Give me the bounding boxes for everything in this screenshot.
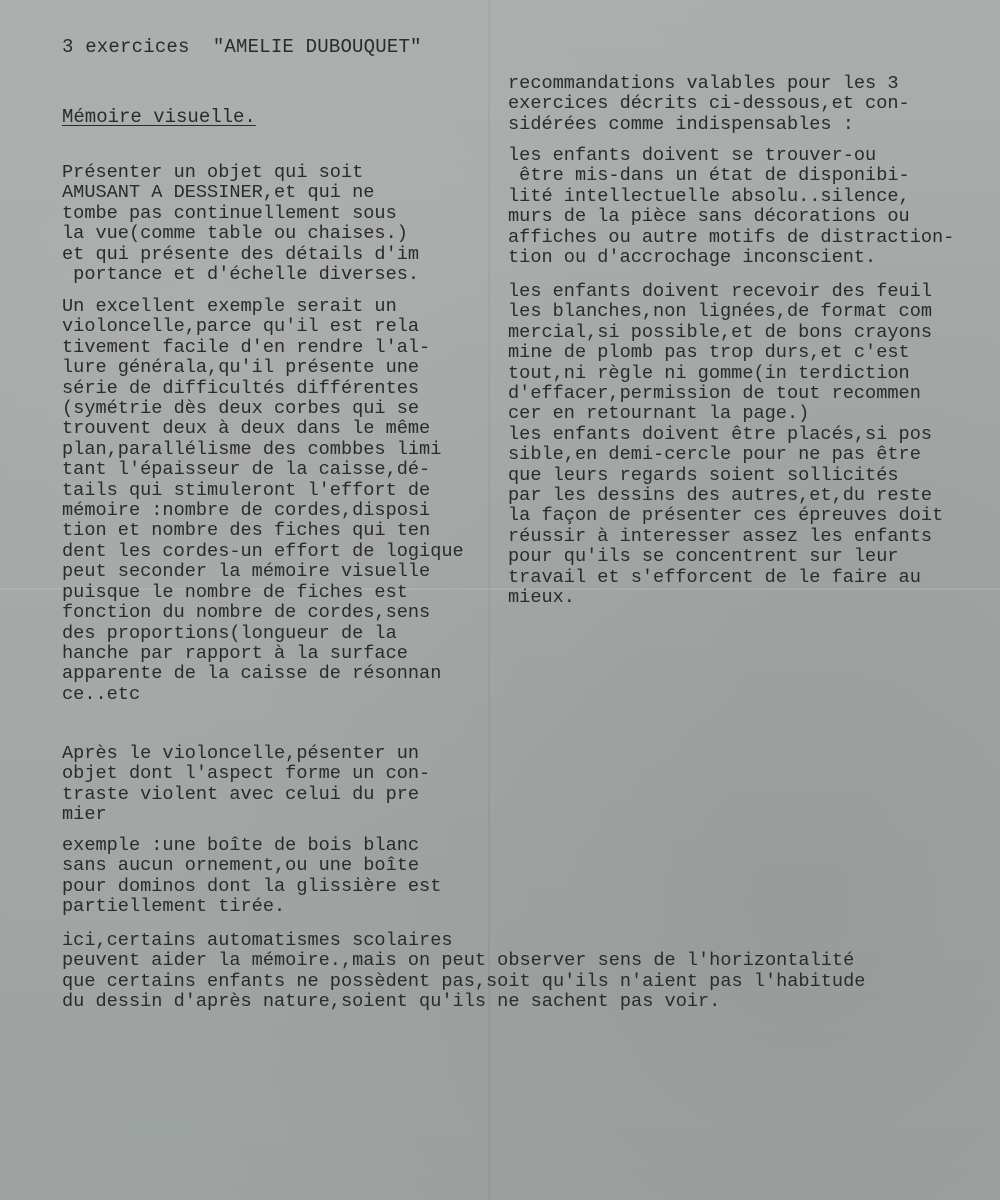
left-paragraph-contrast: Après le violoncelle,pésenter un objet dont l'aspect forme un con- traste violent avec celui du pre mier bbox=[62, 743, 431, 826]
document-header: 3 exercices "AMELIE DUBOUQUET" bbox=[62, 36, 422, 58]
right-paragraph-silence: les enfants doivent se trouver-ou être mis-dans un état de disponibi- lité intellectuelle absolu..silence, murs de la pièce sans décorations ou affiches ou autre motifs de distraction- tion ou d'accrochage inconscient. bbox=[508, 145, 955, 269]
left-paragraph-example-box: exemple :une boîte de bois blanc sans aucun ornement,ou une boîte pour dominos dont la glissière est partiellement tirée. bbox=[62, 835, 442, 918]
bottom-paragraph-automatismes: ici,certains automatismes scolaires peuvent aider la mémoire.,mais on peut observer sens de l'horizontalité que certains enfants ne possèdent pas,soit qu'ils n'aient pas l'habitude du dessin d'après nature,soient qu'ils ne sachent pas voir. bbox=[62, 930, 866, 1013]
paper-fold-vertical bbox=[488, 0, 490, 1200]
section-title: Mémoire visuelle. bbox=[62, 106, 256, 128]
right-paragraph-materials: les enfants doivent recevoir des feuil les blanches,non lignées,de format com mercial,si possible,et de bons crayons mine de plomb pas trop durs,et c'est tout,ni règle ni gomme(in terdiction d'effacer,permission de tout recommen cer en retournant la page.) les enfants doivent être placés,si pos sible,en demi-cercle pour ne pas être que leurs regards soient sollicités par les dessins des autres,et,du reste la façon de présenter ces épreuves doit réussir à interesser assez les enfants pour qu'ils se concentrent sur leur travail et s'efforcent de le faire au mieux. bbox=[508, 281, 944, 609]
left-paragraph-violoncelle: Un excellent exemple serait un violoncelle,parce qu'il est rela tivement facile d'en rendre l'al- lure générala,qu'il présente une série de difficultés différentes (symétrie dès deux corbes qui se trouvent deux à deux dans le même plan,parallélisme des combbes limi tant l'épaisseur de la caisse,dé- tails qui stimuleront l'effort de mémoire :nombre de cordes,disposi tion et nombre des fiches qui ten dent les cordes-un effort de logique peut seconder la mémoire visuelle puisque le nombre de fiches est fonction du nombre de cordes,sens des proportions(longueur de la hanche par rapport à la surface apparente de la caisse de résonnan ce..etc bbox=[62, 296, 464, 705]
right-paragraph-recommendations: recommandations valables pour les 3 exercices décrits ci-dessous,et con- sidérées comme indispensables : bbox=[508, 73, 910, 135]
left-paragraph-object: Présenter un objet qui soit AMUSANT A DESSINER,et qui ne tombe pas continuellement sous la vue(comme table ou chaises.) et qui présente des détails d'im portance et d'échelle diverses. bbox=[62, 162, 420, 286]
